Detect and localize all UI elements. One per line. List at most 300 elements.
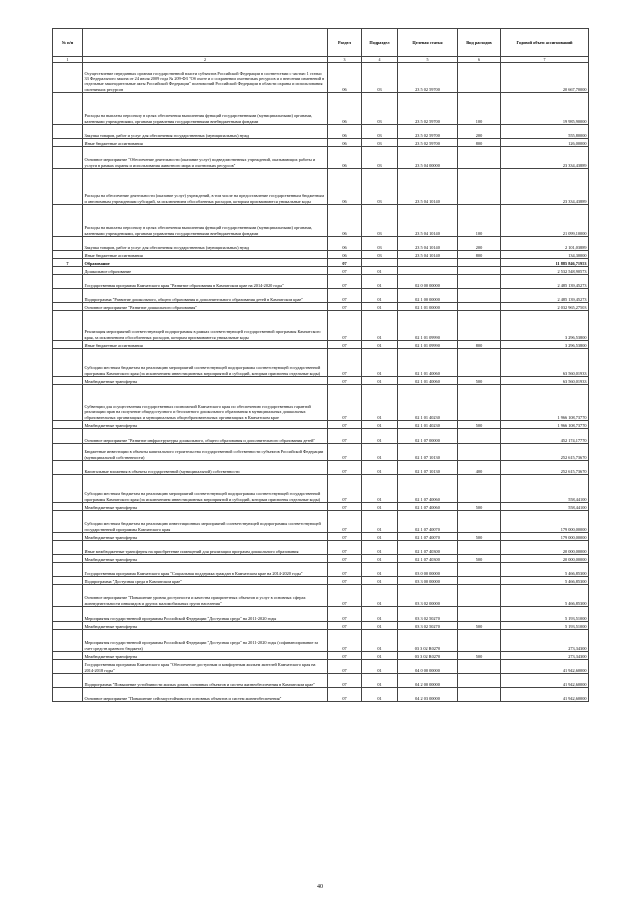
row-target: 03 3 02 R0270 <box>398 652 458 660</box>
row-amount: 134,30000 <box>501 251 589 259</box>
row-vid: 100 <box>458 205 501 237</box>
row-amount: 252 615,73670 <box>501 461 589 475</box>
row-amount: 5 466,85300 <box>501 585 589 607</box>
row-amount: 3 296,53800 <box>501 311 589 341</box>
row-podrazdel: 01 <box>362 311 398 341</box>
row-target: 03 0 00 00000 <box>398 563 458 577</box>
row-number <box>53 139 83 147</box>
row-razdel: 07 <box>328 444 362 461</box>
row-number <box>53 585 83 607</box>
row-name: Основное мероприятие "Повышение уровня доступности и качества приоритетных объектов и услуг в основных сферах жизнедеятельности инвалидов и других маломобильных групп населения" <box>83 585 328 607</box>
row-name: Подпрограмма "Доступная среда в Камчатском крае" <box>83 577 328 585</box>
row-razdel: 07 <box>328 630 362 652</box>
table-row <box>53 93 589 125</box>
row-amount: 2 532 548,90573 <box>501 267 589 275</box>
row-amount: 558,44100 <box>501 503 589 511</box>
row-vid: 800 <box>458 139 501 147</box>
row-vid: 500 <box>458 503 501 511</box>
row-amount: 2 485 139,45273 <box>501 275 589 289</box>
row-razdel: 07 <box>328 429 362 444</box>
table-row <box>53 652 589 660</box>
row-razdel: 06 <box>328 125 362 139</box>
row-podrazdel: 01 <box>362 622 398 630</box>
row-razdel: 07 <box>328 311 362 341</box>
row-name: Межбюджетные трансферты <box>83 652 328 660</box>
row-vid: 500 <box>458 555 501 563</box>
row-podrazdel: 01 <box>362 577 398 585</box>
row-razdel: 07 <box>328 289 362 303</box>
row-target: 02 1 07 10130 <box>398 444 458 461</box>
row-vid <box>458 660 501 674</box>
table-row <box>53 563 589 577</box>
row-vid <box>458 275 501 289</box>
row-target: 02 1 07 40300 <box>398 555 458 563</box>
header-amount: Годовой объем ассигнований <box>501 29 589 57</box>
row-razdel: 07 <box>328 349 362 377</box>
colnum: 7 <box>501 57 589 63</box>
row-amount: 2 485 139,45273 <box>501 289 589 303</box>
row-target: 02 1 00 00000 <box>398 289 458 303</box>
row-number <box>53 503 83 511</box>
row-amount: 5 193,51000 <box>501 622 589 630</box>
row-target: 02 1 01 40230 <box>398 421 458 429</box>
row-amount: 452 174,17770 <box>501 429 589 444</box>
row-podrazdel: 03 <box>362 251 398 259</box>
row-name: Межбюджетные трансферты <box>83 503 328 511</box>
row-number <box>53 237 83 251</box>
row-amount: 555,80000 <box>501 125 589 139</box>
row-podrazdel: 03 <box>362 169 398 205</box>
row-amount: 41 942,60000 <box>501 674 589 688</box>
row-number <box>53 652 83 660</box>
row-podrazdel: 03 <box>362 205 398 237</box>
page-number: 40 <box>317 884 323 890</box>
row-amount: 2 101,03889 <box>501 237 589 251</box>
row-amount: 41 942,60000 <box>501 660 589 674</box>
row-podrazdel: 03 <box>362 63 398 93</box>
table-row <box>53 688 589 702</box>
row-target: 23 5 02 59700 <box>398 139 458 147</box>
row-name: Государственная программа Камчатского края "Социальная поддержка граждан в Камчатском крае на 2014-2020 годы" <box>83 563 328 577</box>
row-number <box>53 688 83 702</box>
table-row <box>53 421 589 429</box>
row-razdel: 06 <box>328 139 362 147</box>
row-razdel: 06 <box>328 205 362 237</box>
row-podrazdel: 01 <box>362 341 398 349</box>
row-name: Осуществление переданных органам государственной власти субъектов Российской Федерации в соответствии с частью 1 статьи 33 Федерального закона от 24 июля 2009 года № 209-ФЗ "Об охоте и о сохранении охотничьих ресурсов и о внесении изменений в отдельные законодательные акты Российской Федерации" полномочий Российской Федерации в области охраны и использования охотничьих ресурсов <box>83 63 328 93</box>
row-vid: 500 <box>458 377 501 385</box>
row-amount: 179 000,00000 <box>501 511 589 533</box>
row-podrazdel: 01 <box>362 541 398 555</box>
row-number <box>53 251 83 259</box>
row-vid: 500 <box>458 421 501 429</box>
table-row <box>53 429 589 444</box>
row-name: Подпрограмма "Развитие дошкольного, общего образования и дополнительного образования детей в Камчатском крае" <box>83 289 328 303</box>
table-row <box>53 251 589 259</box>
row-amount: 1 966 108,73770 <box>501 385 589 421</box>
row-number <box>53 577 83 585</box>
table-row <box>53 341 589 349</box>
row-name: Подпрограмма "Повышение устойчивости жилых домов, основных объектов и систем жизнеобеспечения в Камчатском крае" <box>83 674 328 688</box>
row-amount: 5 193,51000 <box>501 607 589 622</box>
row-name: Субсидии местным бюджетам на реализацию мероприятий соответствующей подпрограммы соответствующей государственной программы Камчатского края (за исключением инвестиционных мероприятий и субсидий, которым присвоены отдельные коды) <box>83 349 328 377</box>
row-vid <box>458 607 501 622</box>
row-razdel: 07 <box>328 622 362 630</box>
table-row <box>53 660 589 674</box>
row-vid: 800 <box>458 341 501 349</box>
row-target: 23 5 04 10140 <box>398 205 458 237</box>
row-vid: 400 <box>458 461 501 475</box>
row-number <box>53 341 83 349</box>
colnum: 2 <box>83 57 328 63</box>
row-podrazdel: 03 <box>362 147 398 169</box>
row-vid <box>458 267 501 275</box>
row-podrazdel: 01 <box>362 303 398 311</box>
row-number <box>53 349 83 377</box>
row-razdel: 06 <box>328 63 362 93</box>
row-razdel: 07 <box>328 585 362 607</box>
colnum: 6 <box>458 57 501 63</box>
header-row <box>53 29 589 57</box>
table-row <box>53 311 589 341</box>
colnum: 4 <box>362 57 398 63</box>
header-razdel: Раздел <box>328 29 362 57</box>
row-podrazdel: 01 <box>362 533 398 541</box>
row-amount: 21 099,10000 <box>501 205 589 237</box>
row-amount: 63 560,01933 <box>501 349 589 377</box>
row-number <box>53 385 83 421</box>
row-podrazdel: 01 <box>362 429 398 444</box>
header-no: № п/п <box>53 29 83 57</box>
row-vid <box>458 349 501 377</box>
table-row <box>53 377 589 385</box>
table-row <box>53 475 589 503</box>
table-row <box>53 303 589 311</box>
row-amount: 273,34300 <box>501 652 589 660</box>
row-name: Государственная программа Камчатского края "Развитие образования в Камчатском крае на 2014-2020 годы" <box>83 275 328 289</box>
row-name: Основное мероприятие "Развитие дошкольного образования" <box>83 303 328 311</box>
table-row <box>53 444 589 461</box>
table-row <box>53 147 589 169</box>
row-amount: 20 667,70000 <box>501 63 589 93</box>
row-razdel: 07 <box>328 660 362 674</box>
table-row <box>53 674 589 688</box>
row-number: 7 <box>53 259 83 267</box>
row-amount: 1 966 108,73770 <box>501 421 589 429</box>
row-name: Расходы на обеспечение деятельности (оказание услуг) учреждений, в том числе на предоставление государственным бюджетным и автономным учреждениям субсидий, за исключением обособленных расходов, которым присваиваются уникальные коды <box>83 169 328 205</box>
row-razdel: 07 <box>328 385 362 421</box>
row-podrazdel: 01 <box>362 511 398 533</box>
row-number <box>53 429 83 444</box>
row-target: 23 5 02 59700 <box>398 63 458 93</box>
colnum: 3 <box>328 57 362 63</box>
row-name: Межбюджетные трансферты <box>83 421 328 429</box>
row-vid <box>458 259 501 267</box>
row-razdel: 07 <box>328 275 362 289</box>
table-row <box>53 205 589 237</box>
row-target: 04 0 00 00000 <box>398 660 458 674</box>
row-amount: 3 296,53800 <box>501 341 589 349</box>
row-podrazdel: 01 <box>362 444 398 461</box>
row-target: 02 1 07 40060 <box>398 503 458 511</box>
row-podrazdel: 01 <box>362 630 398 652</box>
row-number <box>53 444 83 461</box>
row-razdel: 07 <box>328 533 362 541</box>
row-target: 23 5 04 10140 <box>398 251 458 259</box>
row-podrazdel: 01 <box>362 652 398 660</box>
row-name: Расходы на выплаты персоналу в целях обеспечения выполнения функций государственными (муниципальными) органами, казенными учреждениями, органами управления государственными внебюджетными фондами <box>83 93 328 125</box>
colnum: 5 <box>398 57 458 63</box>
row-podrazdel: 01 <box>362 688 398 702</box>
row-name: Мероприятия государственной программы Российской Федерации "Доступная среда" на 2011-2020 годы <box>83 607 328 622</box>
row-target: 23 5 02 59700 <box>398 125 458 139</box>
row-name: Дошкольное образование <box>83 267 328 275</box>
row-name: Субсидии местным бюджетам на реализацию мероприятий соответствующей подпрограммы соответствующей государственной программы Камчатского края (за исключением инвестиционных мероприятий и субсидий, которым присвоены отдельные коды) <box>83 475 328 503</box>
row-razdel: 07 <box>328 503 362 511</box>
row-name: Капитальные вложения в объекты государственной (муниципальной) собственности <box>83 461 328 475</box>
row-name: Основное мероприятие "Развитие инфраструктуры дошкольного, общего образования и дополнительного образования детей" <box>83 429 328 444</box>
row-razdel: 07 <box>328 555 362 563</box>
row-razdel: 07 <box>328 577 362 585</box>
row-razdel: 07 <box>328 607 362 622</box>
row-razdel: 06 <box>328 93 362 125</box>
row-number <box>53 289 83 303</box>
row-number <box>53 630 83 652</box>
row-name: Государственная программа Камчатского края "Обеспечение доступным и комфортным жильем жителей Камчатского края на 2014-2018 годы" <box>83 660 328 674</box>
row-name: Межбюджетные трансферты <box>83 555 328 563</box>
budget-table-page <box>52 28 588 702</box>
row-number <box>53 541 83 555</box>
budget-table <box>52 28 589 702</box>
table-row <box>53 289 589 303</box>
row-razdel: 07 <box>328 461 362 475</box>
header-target: Целевая статья <box>398 29 458 57</box>
table-row <box>53 541 589 555</box>
row-razdel: 06 <box>328 237 362 251</box>
row-amount: 63 560,01933 <box>501 377 589 385</box>
row-number <box>53 147 83 169</box>
row-vid: 500 <box>458 622 501 630</box>
header-vid: Вид расходов <box>458 29 501 57</box>
row-podrazdel: 01 <box>362 585 398 607</box>
row-vid <box>458 563 501 577</box>
row-number <box>53 169 83 205</box>
row-vid <box>458 147 501 169</box>
row-vid <box>458 289 501 303</box>
table-row <box>53 585 589 607</box>
row-target: 03 3 02 R0270 <box>398 630 458 652</box>
row-target: 03 3 00 00000 <box>398 577 458 585</box>
row-name: Расходы на выплаты персоналу в целях обеспечения выполнения функций государственными (муниципальными) органами, казенными учреждениями, органами управления государственными внебюджетными фондами <box>83 205 328 237</box>
table-row <box>53 503 589 511</box>
row-razdel: 07 <box>328 377 362 385</box>
row-target: 03 3 02 00000 <box>398 585 458 607</box>
row-target: 02 1 01 09990 <box>398 341 458 349</box>
row-amount: 252 615,73670 <box>501 444 589 461</box>
table-row <box>53 125 589 139</box>
row-razdel: 07 <box>328 259 362 267</box>
row-number <box>53 607 83 622</box>
row-number <box>53 461 83 475</box>
row-podrazdel: 01 <box>362 674 398 688</box>
row-podrazdel: 01 <box>362 555 398 563</box>
table-row <box>53 237 589 251</box>
row-vid <box>458 475 501 503</box>
row-vid: 500 <box>458 533 501 541</box>
row-target: 02 1 07 40070 <box>398 511 458 533</box>
header-podrazdel: Подраздел <box>362 29 398 57</box>
row-target: 04 2 00 00000 <box>398 674 458 688</box>
row-vid: 200 <box>458 125 501 139</box>
table-row <box>53 555 589 563</box>
row-vid <box>458 577 501 585</box>
row-podrazdel: 03 <box>362 139 398 147</box>
table-row <box>53 533 589 541</box>
row-podrazdel: 01 <box>362 385 398 421</box>
row-podrazdel: 01 <box>362 349 398 377</box>
table-row <box>53 169 589 205</box>
row-number <box>53 660 83 674</box>
row-razdel: 07 <box>328 303 362 311</box>
row-podrazdel: 01 <box>362 377 398 385</box>
row-number <box>53 311 83 341</box>
row-number <box>53 93 83 125</box>
row-name: Межбюджетные трансферты <box>83 377 328 385</box>
row-amount: 20 000,00000 <box>501 555 589 563</box>
row-name: Образование <box>83 259 328 267</box>
row-name: Межбюджетные трансферты <box>83 622 328 630</box>
row-amount: 23 334,43889 <box>501 169 589 205</box>
row-podrazdel: 01 <box>362 267 398 275</box>
row-razdel: 06 <box>328 251 362 259</box>
row-target: 02 1 07 40300 <box>398 541 458 555</box>
row-number <box>53 563 83 577</box>
row-name: Иные межбюджетные трансферты на приобретение помещений для реализации программ дошкольного образования <box>83 541 328 555</box>
row-podrazdel: 01 <box>362 289 398 303</box>
table-row <box>53 461 589 475</box>
row-vid <box>458 303 501 311</box>
row-target: 02 1 07 00000 <box>398 429 458 444</box>
row-number <box>53 63 83 93</box>
row-podrazdel: 01 <box>362 475 398 503</box>
row-podrazdel: 01 <box>362 461 398 475</box>
row-vid <box>458 541 501 555</box>
row-podrazdel: 03 <box>362 237 398 251</box>
row-name: Межбюджетные трансферты <box>83 533 328 541</box>
table-row <box>53 267 589 275</box>
row-name: Иные бюджетные ассигнования <box>83 139 328 147</box>
row-target: 02 1 07 10130 <box>398 461 458 475</box>
row-name: Мероприятия государственной программы Российской Федерации "Доступная среда" на 2011-2020 годы (софинансирование за счет средств краевого бюджета) <box>83 630 328 652</box>
row-target: 23 5 04 00000 <box>398 147 458 169</box>
row-target: 23 5 02 59700 <box>398 93 458 125</box>
row-name: Иные бюджетные ассигнования <box>83 341 328 349</box>
row-number <box>53 475 83 503</box>
row-number <box>53 377 83 385</box>
row-vid <box>458 385 501 421</box>
row-name: Иные бюджетные ассигнования <box>83 251 328 259</box>
row-name: Основное мероприятие "Повышение сейсмоустойчивости основных объектов и систем жизнеобеспечения" <box>83 688 328 702</box>
row-number <box>53 533 83 541</box>
row-amount: 41 942,60000 <box>501 688 589 702</box>
row-number <box>53 125 83 139</box>
row-razdel: 07 <box>328 341 362 349</box>
row-podrazdel: 01 <box>362 421 398 429</box>
row-podrazdel: 01 <box>362 503 398 511</box>
row-amount: 179 000,00000 <box>501 533 589 541</box>
row-amount: 558,44100 <box>501 475 589 503</box>
row-vid <box>458 429 501 444</box>
row-razdel: 07 <box>328 674 362 688</box>
row-vid: 200 <box>458 237 501 251</box>
table-row <box>53 139 589 147</box>
row-vid <box>458 688 501 702</box>
row-razdel: 07 <box>328 652 362 660</box>
row-target: 02 1 01 09990 <box>398 311 458 341</box>
row-vid <box>458 630 501 652</box>
row-vid <box>458 511 501 533</box>
row-number <box>53 267 83 275</box>
table-row <box>53 622 589 630</box>
row-podrazdel: 03 <box>362 125 398 139</box>
row-target: 02 1 07 40070 <box>398 533 458 541</box>
row-podrazdel: 01 <box>362 275 398 289</box>
row-razdel: 07 <box>328 267 362 275</box>
table-row <box>53 511 589 533</box>
table-row <box>53 63 589 93</box>
row-target: 02 1 01 00000 <box>398 303 458 311</box>
row-target: 02 1 01 40230 <box>398 385 458 421</box>
row-target: 02 1 01 40060 <box>398 349 458 377</box>
row-number <box>53 511 83 533</box>
table-row <box>53 349 589 377</box>
table-row <box>53 607 589 622</box>
row-amount: 23 334,43889 <box>501 147 589 169</box>
row-amount: 5 466,85300 <box>501 577 589 585</box>
row-vid <box>458 585 501 607</box>
row-name: Закупка товаров, работ и услуг для обеспечения государственных (муниципальных) нужд <box>83 237 328 251</box>
row-vid <box>458 63 501 93</box>
row-target: 23 5 04 10140 <box>398 169 458 205</box>
row-name: Закупка товаров, работ и услуг для обеспечения государственных (муниципальных) нужд <box>83 125 328 139</box>
row-podrazdel: 03 <box>362 93 398 125</box>
row-target: 03 3 02 50270 <box>398 622 458 630</box>
table-row <box>53 275 589 289</box>
row-razdel: 07 <box>328 541 362 555</box>
row-razdel: 07 <box>328 421 362 429</box>
row-amount: 126,00000 <box>501 139 589 147</box>
row-podrazdel: 01 <box>362 563 398 577</box>
row-target: 02 0 00 00000 <box>398 275 458 289</box>
row-vid: 500 <box>458 652 501 660</box>
table-row <box>53 577 589 585</box>
row-target: 03 3 02 50270 <box>398 607 458 622</box>
row-name: Субвенции для осуществления государственных полномочий Камчатского края по обеспечению государственных гарантий реализации прав на получение общедоступного и бесплатного дошкольного образования в муниципальных дошкольных образовательных организациях и муниципальных общеобразовательных организациях в Камчатском крае <box>83 385 328 421</box>
row-vid <box>458 311 501 341</box>
row-number <box>53 303 83 311</box>
header-name <box>83 29 328 57</box>
row-number <box>53 205 83 237</box>
row-razdel: 07 <box>328 475 362 503</box>
row-vid: 100 <box>458 93 501 125</box>
row-target: 04 2 03 00000 <box>398 688 458 702</box>
row-podrazdel: 01 <box>362 660 398 674</box>
row-razdel: 07 <box>328 563 362 577</box>
row-vid <box>458 674 501 688</box>
table-row <box>53 259 589 267</box>
row-name: Бюджетные инвестиции в объекты капитального строительства государственной собственности субъектов Российской Федерации (муниципальной собственности) <box>83 444 328 461</box>
row-name: Субсидии местным бюджетам на реализацию инвестиционных мероприятий соответствующей подпрограммы соответствующей государственной программы Камчатского края <box>83 511 328 533</box>
